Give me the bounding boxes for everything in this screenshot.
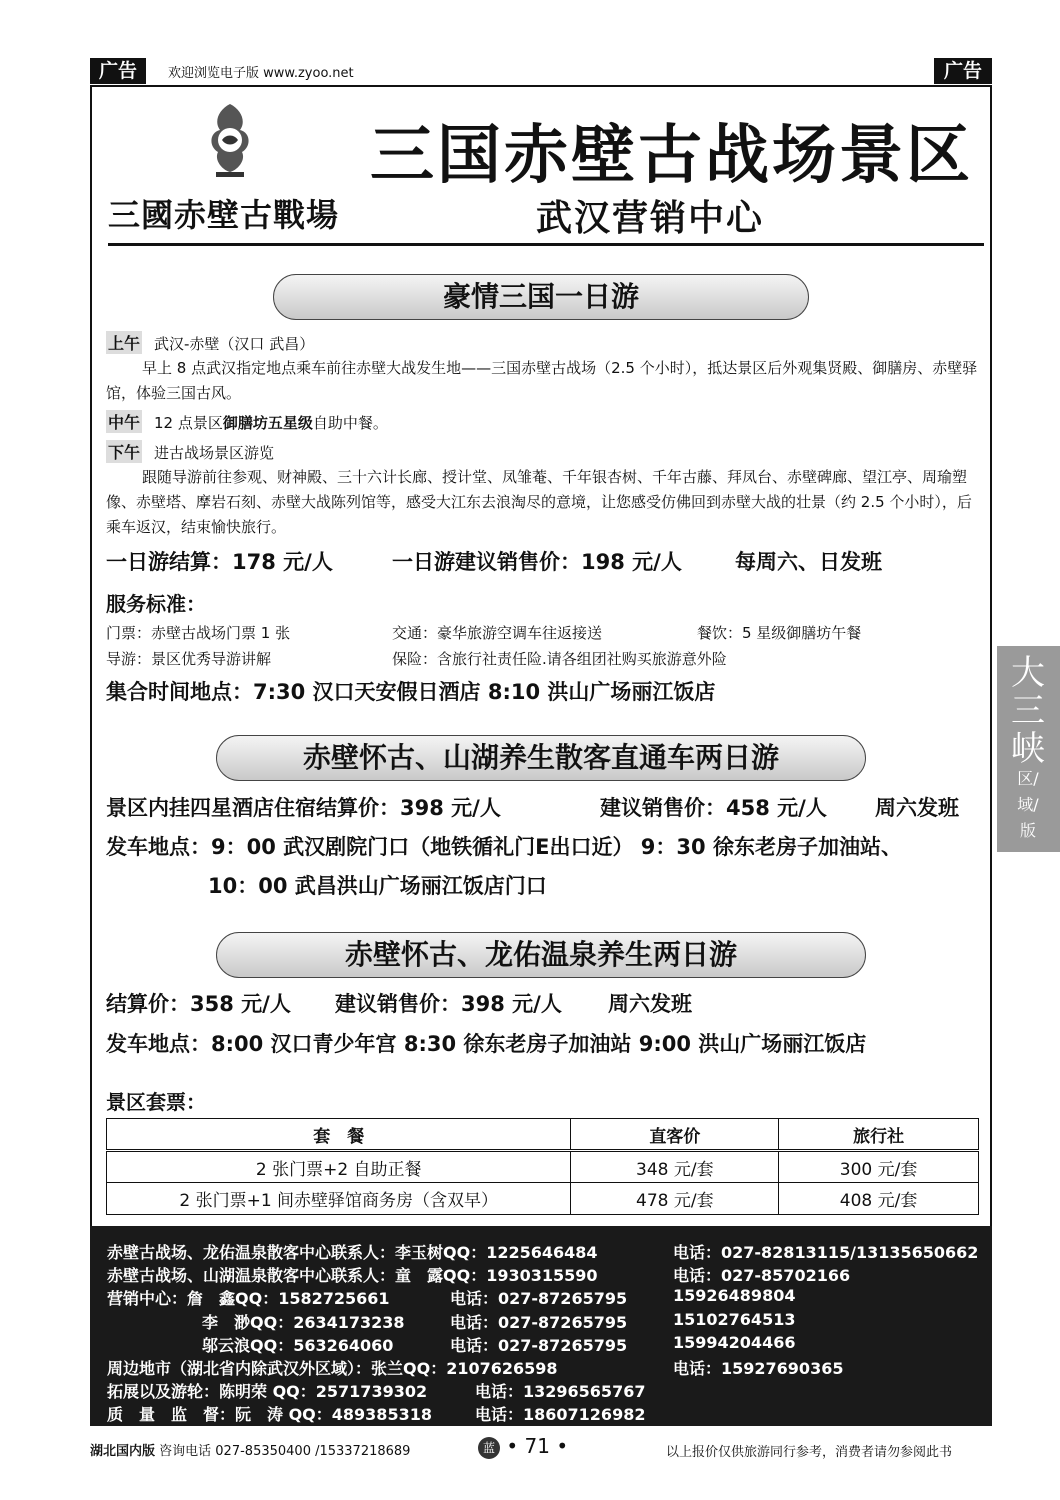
main-title: 三国赤壁古战场景区	[370, 119, 973, 193]
table-row	[107, 1151, 979, 1183]
side-tab-title: 大三峡	[1011, 653, 1045, 769]
footer-left	[90, 1440, 410, 1459]
direct-price: 478 元/套	[571, 1183, 779, 1215]
contact-4-phone: 电话：027-87265795	[450, 1313, 628, 1332]
direct-price: 348 元/套	[571, 1151, 779, 1183]
afternoon-desc: 跟随导游前往参观、财神殿、三十六计长廊、授计堂、凤雏菴、千年银杏树、千年古藤、拜凤台、赤壁碑廊、望江亭、周瑜塑像、赤壁塔、摩岩石刻、赤壁大战陈列馆等，感受大江东去浪淘尽的意境，让您感受仿佛回到赤壁大战的壮景（约 2.5 个小时），后乘车返汉，结束愉快旅行。	[106, 468, 972, 536]
noon-text-c: 自助中餐。	[312, 414, 388, 432]
contact-1-phone: 电话：027-82813115/13135650662	[673, 1243, 979, 1262]
header-direct-price: 直客价	[571, 1119, 779, 1151]
agency-price: 300 元/套	[779, 1151, 979, 1183]
svc-insurance: 保险：含旅行社责任险.请各组团社购买旅游意外险	[392, 650, 727, 668]
tour2-title: 赤壁怀古、山湖养生散客直通车两日游	[216, 735, 866, 781]
contact-7-phone: 电话：13296565767	[475, 1382, 646, 1401]
tour1-suggest: 一日游建议销售价：198 元/人	[392, 550, 682, 574]
svc-meal: 餐饮：5 星级御膳坊午餐	[697, 624, 862, 642]
tour1-settle: 一日游结算：178 元/人	[106, 550, 333, 574]
contact-5-phone: 电话：027-87265795	[450, 1336, 628, 1355]
contact-6-phone: 电话：15927690365	[673, 1359, 844, 1378]
tour2-depart2: 10：00 武昌洪山广场丽江饭店门口	[208, 874, 547, 898]
morning-desc: 早上 8 点武汉指定地点乘车前往赤壁大战发生地——三国赤壁古战场（2.5 个小时），抵达景区后外观集贤殿、御膳房、赤壁驿馆，体验三国古风。	[106, 359, 978, 402]
contact-5-mobile: 15994204466	[673, 1333, 796, 1352]
ticket-table	[106, 1118, 979, 1215]
svc-ticket: 门票：赤壁古战场门票 1 张	[106, 624, 291, 642]
noon-row	[106, 410, 388, 433]
tour3-schedule: 周六发班	[608, 992, 692, 1016]
contact-4: 李 渺QQ：2634173238	[202, 1313, 405, 1332]
ad-tag-right: 广告	[934, 58, 992, 84]
footer-phone: 咨询电话 027-85350400 /15337218689	[159, 1444, 411, 1459]
contact-4-mobile: 15102764513	[673, 1310, 796, 1329]
tour2-settle: 景区内挂四星酒店住宿结算价：398 元/人	[106, 796, 501, 820]
package-name: 2 张门票+2 自助正餐	[107, 1151, 571, 1183]
page-number	[478, 1434, 568, 1459]
service-title: 服务标准：	[106, 592, 206, 616]
contact-5: 邬云浪QQ：563264060	[202, 1336, 394, 1355]
tour1-schedule: 每周六、日发班	[735, 550, 882, 574]
side-edition-tab	[997, 646, 1060, 852]
contact-3: 营销中心：詹 鑫QQ：1582725661	[107, 1289, 390, 1308]
contact-2-phone: 电话：027-85702166	[673, 1266, 851, 1285]
contact-7: 拓展以及游轮：陈明荣 QQ：2571739302	[107, 1382, 428, 1401]
contact-6: 周边地市（湖北省内除武汉外区域）：张兰QQ：2107626598	[107, 1359, 558, 1378]
contacts-panel	[90, 1226, 992, 1426]
contact-3-phone: 电话：027-87265795	[450, 1289, 628, 1308]
contact-8: 质 量 监 督：阮 涛 QQ：489385318	[107, 1405, 432, 1424]
lan-badge-icon: 蓝	[478, 1437, 500, 1459]
tour1-meet: 集合时间地点：7:30 汉口天安假日酒店 8:10 洪山广场丽江饭店	[106, 680, 716, 704]
page-number-text: • 71 •	[506, 1434, 569, 1458]
tickets-title: 景区套票：	[106, 1090, 206, 1114]
tour3-title: 赤壁怀古、龙佑温泉养生两日游	[216, 932, 866, 978]
table-header-row	[107, 1119, 979, 1151]
noon-label: 中午	[106, 410, 142, 433]
tour2-schedule: 周六发班	[875, 796, 959, 820]
morning-route: 武汉-赤壁（汉口 武昌）	[154, 335, 315, 353]
contact-2: 赤壁古战场、山湖温泉散客中心联系人：童 露QQ：1930315590	[107, 1266, 598, 1285]
footer-disclaimer: 以上报价仅供旅游同行参考，消费者请勿参阅此书	[666, 1445, 953, 1460]
contact-8-phone: 电话：18607126982	[475, 1405, 646, 1424]
afternoon-row	[106, 440, 274, 463]
agency-price: 408 元/套	[779, 1183, 979, 1215]
tour2-depart1: 发车地点：9：00 武汉剧院门口（地铁循礼门E出口近） 9：30 徐东老房子加油站、	[106, 835, 902, 859]
header-package: 套 餐	[107, 1119, 571, 1151]
dragon-logo-icon	[200, 100, 260, 180]
tour1-title: 豪情三国一日游	[273, 274, 809, 320]
contact-3-mobile: 15926489804	[673, 1286, 796, 1305]
subtitle: 武汉营销中心	[536, 198, 765, 239]
brand-calligraphy: 三國赤壁古戰場	[108, 196, 340, 234]
footer-edition: 湖北国内版	[90, 1444, 156, 1459]
title-divider	[108, 243, 984, 246]
morning-label: 上午	[106, 331, 142, 354]
svc-guide: 导游：景区优秀导游讲解	[106, 650, 272, 668]
noon-text-b: 御膳坊五星级	[222, 414, 313, 432]
tour3-settle: 结算价：358 元/人	[106, 992, 291, 1016]
package-name: 2 张门票+1 间赤壁驿馆商务房（含双早）	[107, 1183, 571, 1215]
noon-text-a: 12 点景区	[154, 414, 223, 432]
side-tab-sub: 区/域/版	[1017, 769, 1039, 840]
tour2-suggest: 建议销售价：458 元/人	[600, 796, 827, 820]
tour3-suggest: 建议销售价：398 元/人	[335, 992, 562, 1016]
afternoon-label: 下午	[106, 440, 142, 463]
header-agency-price: 旅行社	[779, 1119, 979, 1151]
table-row	[107, 1183, 979, 1215]
contact-1: 赤壁古战场、龙佑温泉散客中心联系人：李玉树QQ：1225646484	[107, 1243, 598, 1262]
afternoon-route: 进古战场景区游览	[154, 444, 275, 462]
morning-row	[106, 331, 314, 354]
site-url: 欢迎浏览电子版 www.zyoo.net	[168, 66, 354, 81]
tour3-depart: 发车地点：8:00 汉口青少年宫 8:30 徐东老房子加油站 9:00 洪山广场丽江饭店	[106, 1032, 867, 1056]
svc-transport: 交通：豪华旅游空调车往返接送	[392, 624, 603, 642]
ad-tag-left: 广告	[90, 58, 146, 84]
